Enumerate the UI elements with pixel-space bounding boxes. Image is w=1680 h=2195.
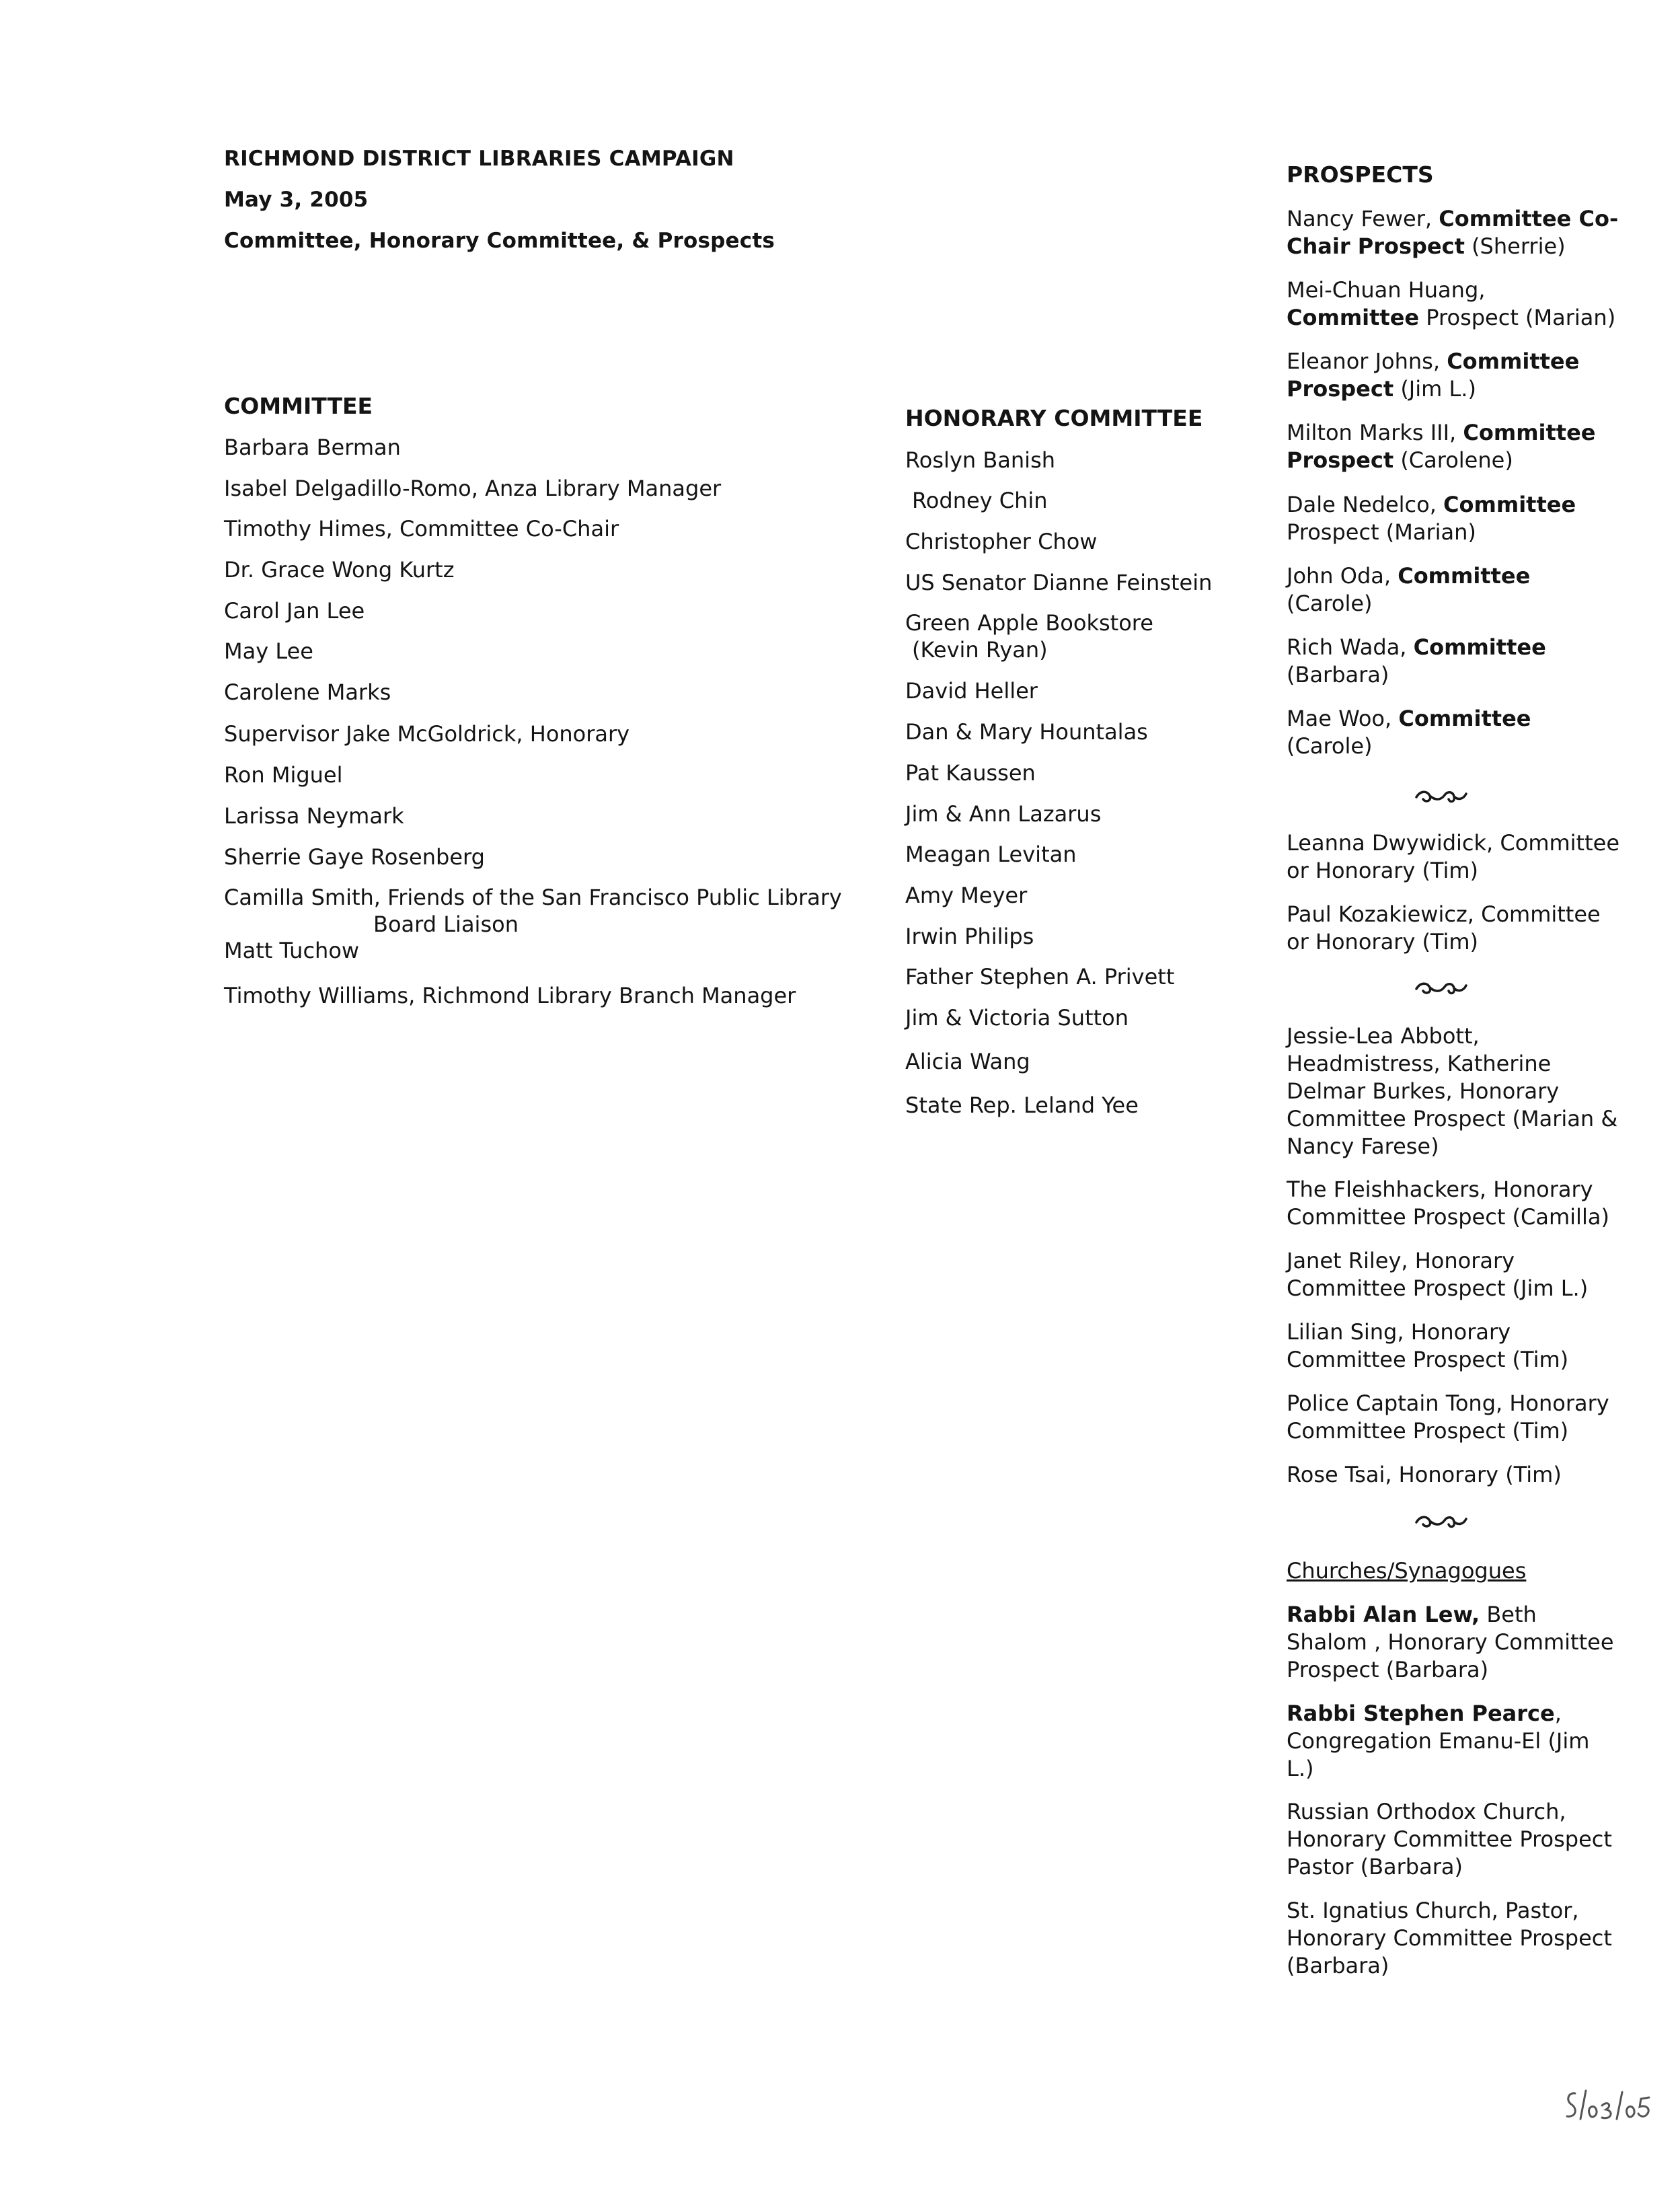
honorary-member: Roslyn Banish bbox=[905, 447, 1056, 473]
honorary-member: Green Apple Bookstore bbox=[905, 610, 1153, 636]
committee-member: Camilla Smith, Friends of the San Francisco Public Library bbox=[224, 885, 842, 910]
prospect-entry: Eleanor Johns, Committee Prospect (Jim L.) bbox=[1287, 348, 1580, 402]
honorary-member: Alicia Wang bbox=[905, 1049, 1030, 1074]
prospect-entry: Rich Wada, Committee (Barbara) bbox=[1287, 634, 1546, 687]
committee-member: Matt Tuchow bbox=[224, 938, 360, 963]
committee-member: Sherrie Gaye Rosenberg bbox=[224, 844, 485, 870]
committee-member: Isabel Delgadillo-Romo, Anza Library Manager bbox=[224, 476, 722, 501]
prospect-entry: Mei-Chuan Huang, Committee Prospect (Marian) bbox=[1287, 277, 1616, 330]
prospect-entry: Dale Nedelco, Committee Prospect (Marian) bbox=[1287, 492, 1576, 545]
document-subtitle: Committee, Honorary Committee, & Prospects bbox=[224, 229, 775, 253]
prospect-entry: Paul Kozakiewicz, Committee or Honorary (Tim) bbox=[1287, 901, 1601, 955]
honorary-member: Jim & Ann Lazarus bbox=[905, 801, 1102, 827]
honorary-member: Pat Kaussen bbox=[905, 760, 1036, 786]
honorary-member: Dan & Mary Hountalas bbox=[905, 719, 1148, 745]
prospect-entry: Police Captain Tong, Honorary Committee Prospect (Tim) bbox=[1287, 1390, 1609, 1444]
honorary-member: US Senator Dianne Feinstein bbox=[905, 570, 1213, 595]
committee-heading: COMMITTEE bbox=[224, 393, 373, 419]
church-entry: Rabbi Alan Lew, Beth Shalom , Honorary Committee Prospect (Barbara) bbox=[1287, 1602, 1614, 1682]
church-entry: Rabbi Stephen Pearce, Congregation Emanu-El (Jim L.) bbox=[1287, 1701, 1590, 1781]
committee-member-continued: Board Liaison bbox=[373, 912, 519, 937]
document-title: RICHMOND DISTRICT LIBRARIES CAMPAIGN bbox=[224, 147, 734, 171]
committee-member: Barbara Berman bbox=[224, 435, 401, 460]
honorary-member: David Heller bbox=[905, 678, 1038, 704]
honorary-member: State Rep. Leland Yee bbox=[905, 1092, 1139, 1118]
honorary-heading: HONORARY COMMITTEE bbox=[905, 405, 1203, 431]
honorary-member: Meagan Levitan bbox=[905, 842, 1077, 867]
prospect-entry: Nancy Fewer, Committee Co-Chair Prospect (Sherrie) bbox=[1287, 206, 1619, 259]
prospect-entry: Leanna Dwywidick, Committee or Honorary (Tim) bbox=[1287, 830, 1620, 883]
prospects-heading: PROSPECTS bbox=[1287, 161, 1434, 188]
church-entry: St. Ignatius Church, Pastor, Honorary Committee Prospect (Barbara) bbox=[1287, 1898, 1612, 1978]
honorary-member: Amy Meyer bbox=[905, 883, 1028, 908]
church-entry: Russian Orthodox Church, Honorary Committee Prospect Pastor (Barbara) bbox=[1287, 1799, 1612, 1880]
honorary-member-continued: (Kevin Ryan) bbox=[912, 637, 1048, 663]
prospect-entry: Milton Marks III, Committee Prospect (Carolene) bbox=[1287, 420, 1596, 473]
honorary-member: Father Stephen A. Privett bbox=[905, 964, 1175, 990]
ornament-divider-icon bbox=[1411, 979, 1472, 999]
prospect-entry: The Fleishhackers, Honorary Committee Prospect (Camilla) bbox=[1287, 1177, 1609, 1230]
committee-member: Supervisor Jake McGoldrick, Honorary bbox=[224, 721, 630, 747]
committee-member: Ron Miguel bbox=[224, 762, 343, 788]
prospect-entry: John Oda, Committee (Carole) bbox=[1287, 563, 1531, 616]
committee-member: Dr. Grace Wong Kurtz bbox=[224, 557, 455, 583]
committee-member: May Lee bbox=[224, 638, 313, 664]
honorary-member: Irwin Philips bbox=[905, 924, 1034, 949]
honorary-member: Christopher Chow bbox=[905, 529, 1098, 554]
prospect-entry: Mae Woo, Committee (Carole) bbox=[1287, 706, 1531, 759]
committee-member: Carolene Marks bbox=[224, 679, 391, 705]
handwritten-date-signature bbox=[1560, 2085, 1661, 2132]
honorary-member: Jim & Victoria Sutton bbox=[905, 1005, 1129, 1031]
prospect-entry: Janet Riley, Honorary Committee Prospect (Jim L.) bbox=[1287, 1248, 1589, 1301]
committee-member: Timothy Williams, Richmond Library Branch Manager bbox=[224, 983, 796, 1008]
ornament-divider-icon bbox=[1411, 1512, 1472, 1532]
committee-member: Timothy Himes, Committee Co-Chair bbox=[224, 516, 619, 542]
prospect-entry: Rose Tsai, Honorary (Tim) bbox=[1287, 1462, 1562, 1487]
churches-heading: Churches/Synagogues bbox=[1287, 1558, 1527, 1584]
prospect-entry: Lilian Sing, Honorary Committee Prospect (Tim) bbox=[1287, 1319, 1569, 1372]
prospect-entry: Jessie-Lea Abbott, Headmistress, Katherine Delmar Burkes, Honorary Committee Prospect (Marian & Nancy Farese) bbox=[1287, 1023, 1618, 1159]
committee-member: Larissa Neymark bbox=[224, 803, 404, 829]
honorary-member: Rodney Chin bbox=[912, 488, 1048, 513]
ornament-divider-icon bbox=[1411, 787, 1472, 807]
document-date: May 3, 2005 bbox=[224, 188, 369, 212]
committee-member: Carol Jan Lee bbox=[224, 598, 365, 624]
